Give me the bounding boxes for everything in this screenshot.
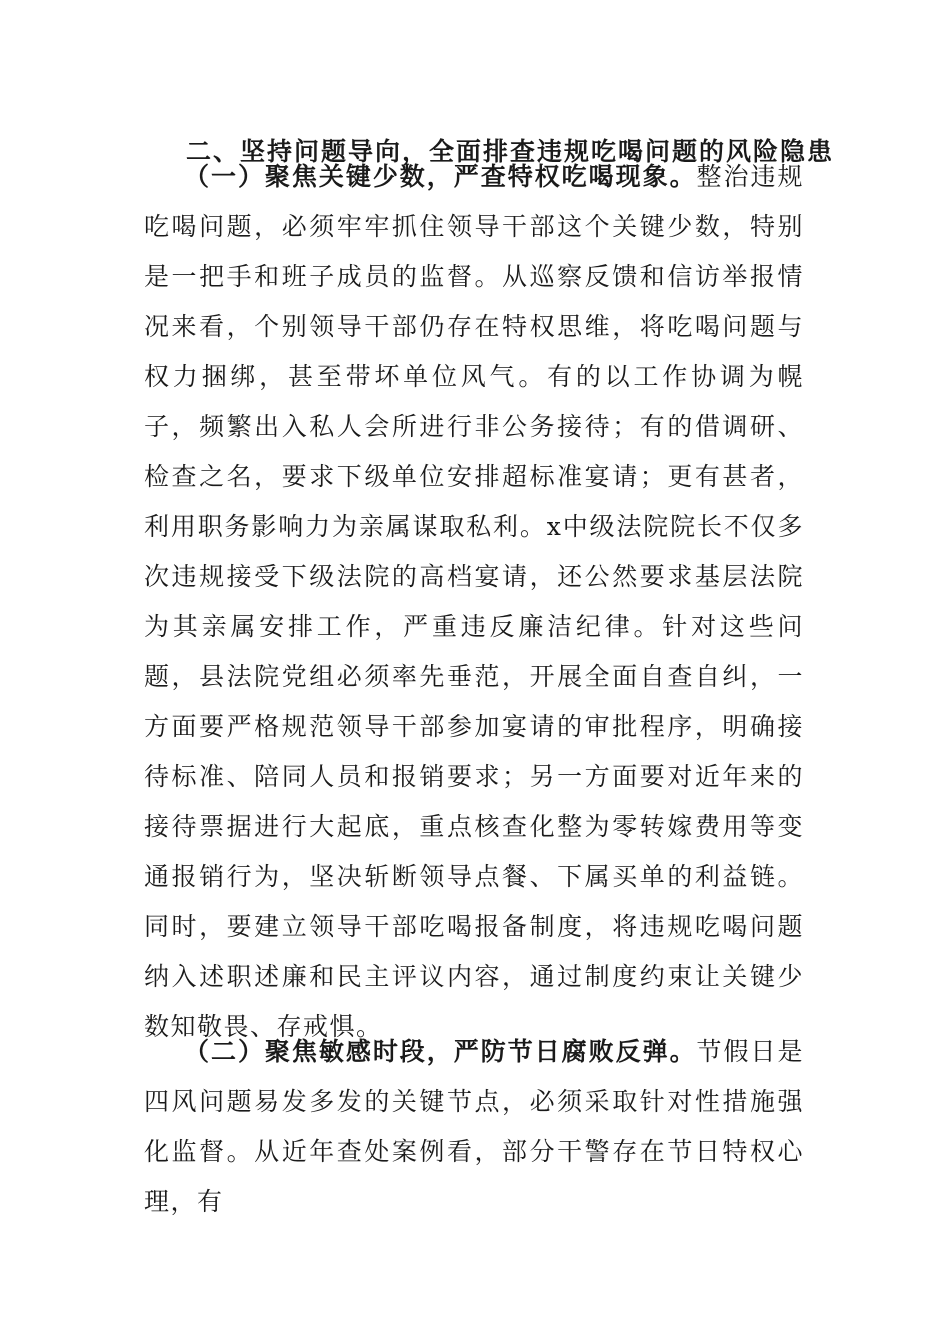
section-heading: 二、坚持问题导向，全面排查违规吃喝问题的风险隐患 [186, 137, 835, 166]
paragraph-1-body: 整治违规吃喝问题，必须牢牢抓住领导干部这个关键少数，特别是一把手和班子成员的监督。从巡察反馈和信访举报情况来看，个别领导干部仍存在特权思维，将吃喝问题与权力捆绑，甚至带坏单位风气。有的以工作协调为幌子，频繁出入私人会所进行非公务接待；有的借调研、检查之名，要求下级单位安排超标准宴请；更有甚者，利用职务影响力为亲属谋取私利。x中级法院院长不仅多次违规接受下级法院的高档宴请，还公然要求基层法院为其亲属安排工作，严重违反廉洁纪律。针对这些问题，县法院党组必须率先垂范，开展全面自查自纠，一方面要严格规范领导干部参加宴请的审批程序，明确接待标准、陪同人员和报销要求；另一方面要对近年来的接待票据进行大起底，重点核查化整为零转嫁费用等变通报销行为，坚决斩断领导点餐、下属买单的利益链。同时，要建立领导干部吃喝报备制度，将违规吃喝问题纳入述职述廉和民主评议内容，通过制度约束让关键少数知敬畏、存戒惧。 [144, 162, 804, 1041]
paragraph-1-lead: （一）聚焦关键少数，严查特权吃喝现象。 [184, 162, 697, 191]
paragraph-2 [144, 1027, 804, 1227]
paragraph-2-body: 节假日是四风问题易发多发的关键节点，必须采取针对性措施强化监督。从近年查处案例看，部分干警存在节日特权心理，有 [144, 1037, 804, 1216]
paragraph-2-lead: （二）聚焦敏感时段，严防节日腐败反弹。 [184, 1037, 697, 1066]
paragraph-1 [144, 152, 804, 1052]
